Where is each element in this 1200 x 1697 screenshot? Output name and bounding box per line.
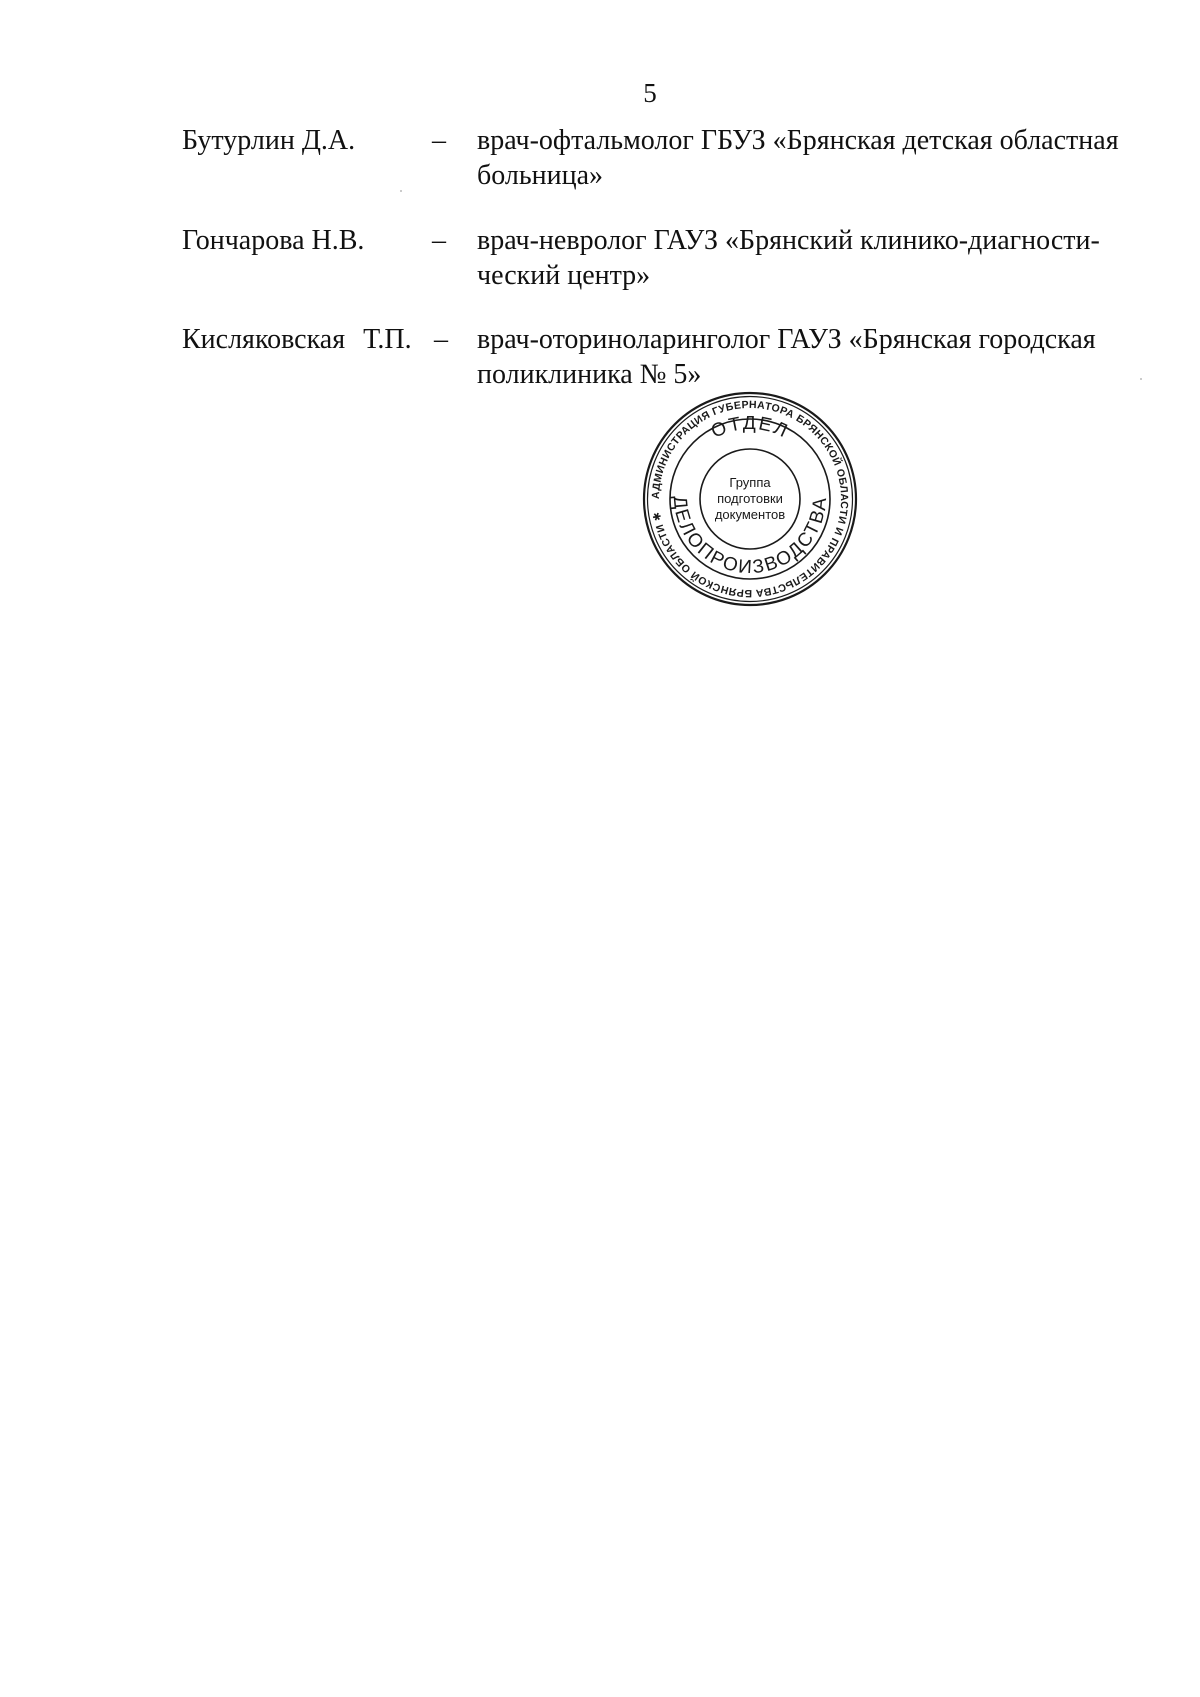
member-position-line: врач-невролог ГАУЗ «Брянский клинико-диагности-	[477, 225, 1100, 256]
dash-separator: –	[434, 324, 448, 355]
member-position	[477, 123, 1137, 193]
member-position-line: поликлиника № 5»	[477, 359, 702, 390]
member-position	[477, 223, 1137, 293]
office-stamp-seal	[640, 389, 860, 609]
stamp-outer-text: АДМИНИСТРАЦИЯ ГУБЕРНАТОРА БРЯНСКОЙ ОБЛАСТИ И ПРАВИТЕЛЬСТВА БРЯНСКОЙ ОБЛАСТИ ✱	[649, 398, 851, 600]
member-initials: Т.П.	[363, 324, 412, 355]
page-number: 5	[643, 78, 657, 108]
member-position-line: ческий центр»	[477, 260, 651, 291]
scan-speck	[1140, 378, 1142, 380]
stamp-center-line: Группа	[729, 475, 771, 490]
member-position-line: врач-оториноларинголог ГАУЗ «Брянская городская	[477, 324, 1096, 355]
stamp-middle-bottom-text: ДЕЛОПРОИЗВОДСТВА	[668, 494, 832, 579]
member-position-line: больница»	[477, 160, 603, 191]
member-position	[477, 322, 1137, 392]
dash-separator: –	[432, 225, 446, 256]
office-stamp	[640, 389, 860, 609]
stamp-center-line: документов	[714, 507, 786, 522]
scan-speck	[400, 190, 402, 192]
stamp-center-line: подготовки	[717, 491, 783, 506]
committee-member-buturlin	[182, 123, 1142, 203]
member-name	[182, 322, 412, 357]
member-name: Гончарова Н.В.	[182, 225, 365, 256]
committee-member-goncharova	[182, 223, 1142, 303]
member-surname: Кисляковская	[182, 324, 346, 355]
dash-separator: –	[432, 125, 446, 156]
stamp-middle-top-text: ОТДЕЛ	[708, 412, 792, 443]
member-name: Бутурлин Д.А.	[182, 125, 356, 156]
member-position-line: врач-офтальмолог ГБУЗ «Брянская детская областная	[477, 125, 1119, 156]
